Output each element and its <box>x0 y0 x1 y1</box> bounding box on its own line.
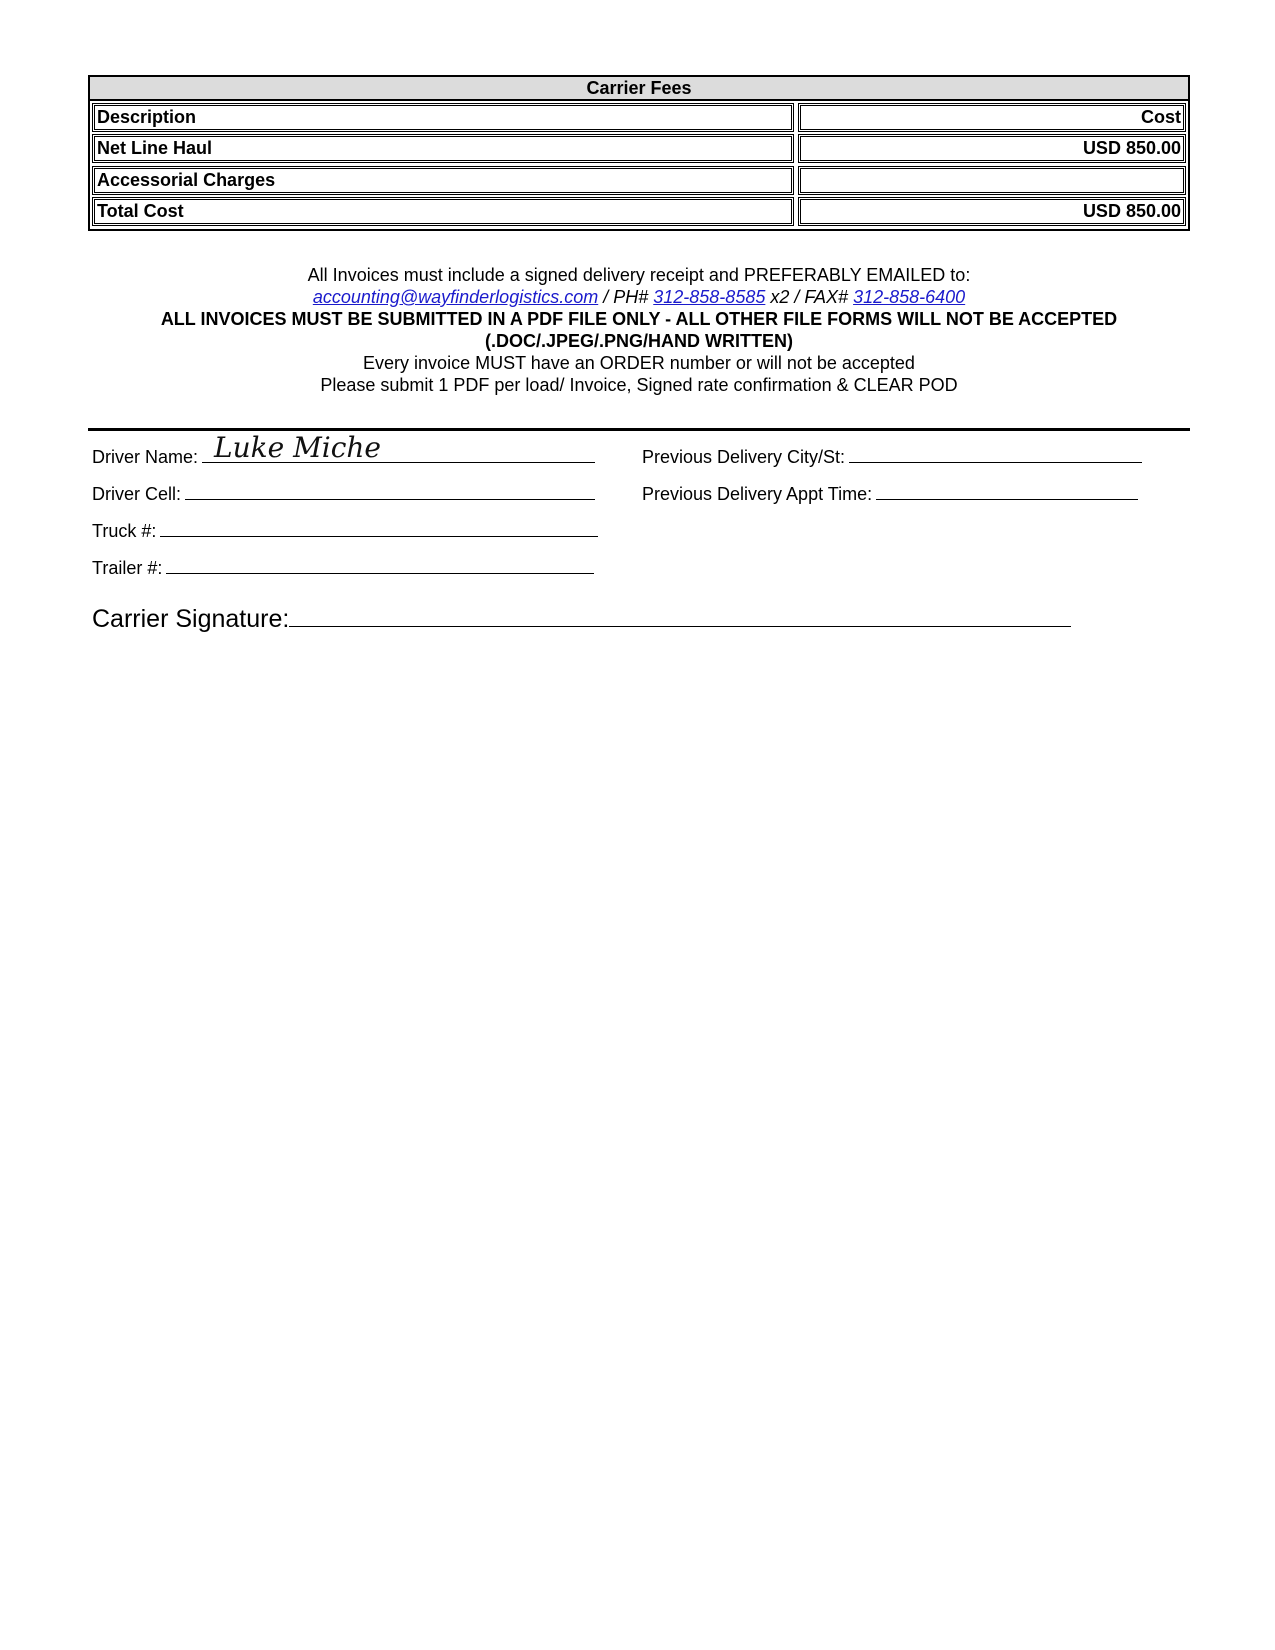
carrier-signature-label: Carrier Signature: <box>92 605 290 633</box>
phone-label: / PH# <box>598 287 654 307</box>
previous-delivery-appt-line[interactable] <box>876 483 1138 500</box>
carrier-fees-title: Carrier Fees <box>90 77 1188 101</box>
handwritten-name-text: Luke Miche <box>214 432 381 464</box>
file-formats-notice: (.DOC/.JPEG/.PNG/HAND WRITTEN) <box>484 331 793 351</box>
driver-name-label: Driver Name: <box>92 447 199 467</box>
section-divider <box>88 428 1190 431</box>
pdf-only-notice: ALL INVOICES MUST BE SUBMITTED IN A PDF FILE ONLY - ALL OTHER FILE FORMS WILL NOT BE ACCEPTED <box>160 309 1118 329</box>
carrier-signature-line[interactable] <box>289 602 1071 627</box>
net-line-haul-cost: USD 850.00 <box>798 134 1186 163</box>
accessorial-charges-cost <box>798 166 1186 195</box>
previous-delivery-city-field[interactable] <box>642 446 1142 468</box>
accounting-email-link[interactable]: accounting@wayfinderlogistics.com <box>312 287 599 307</box>
accessorial-charges-label: Accessorial Charges <box>92 166 794 195</box>
trailer-label: Trailer #: <box>92 558 163 578</box>
accessorial-charges-row <box>92 166 1186 197</box>
previous-delivery-city-line[interactable] <box>849 446 1142 463</box>
notice-line-1: All Invoices must include a signed delivery receipt and PREFERABLY EMAILED to: <box>307 265 971 285</box>
cost-header: Cost <box>798 103 1186 132</box>
driver-name-handwriting <box>212 432 412 468</box>
previous-delivery-appt-field[interactable] <box>642 483 1138 505</box>
fax-link[interactable]: 312-858-6400 <box>853 287 966 307</box>
contact-line <box>88 286 1190 308</box>
order-number-notice: Every invoice MUST have an ORDER number or will not be accepted <box>363 353 915 373</box>
truck-field[interactable] <box>92 520 598 542</box>
submit-notice: Please submit 1 PDF per load/ Invoice, Signed rate confirmation & CLEAR POD <box>320 375 958 395</box>
truck-line[interactable] <box>160 520 598 537</box>
net-line-haul-row <box>92 134 1186 165</box>
fees-header-row <box>92 103 1186 134</box>
driver-cell-label: Driver Cell: <box>92 484 182 504</box>
trailer-line[interactable] <box>166 557 594 574</box>
carrier-fees-table <box>88 75 1190 231</box>
previous-delivery-city-label: Previous Delivery City/St: <box>642 447 846 467</box>
total-cost-row <box>92 197 1186 228</box>
trailer-field[interactable] <box>92 557 594 579</box>
total-cost-value: USD 850.00 <box>798 197 1186 226</box>
previous-delivery-appt-label: Previous Delivery Appt Time: <box>642 484 873 504</box>
ext-fax-label: x2 / FAX# <box>765 287 854 307</box>
net-line-haul-label: Net Line Haul <box>92 134 794 163</box>
phone-link[interactable]: 312-858-8585 <box>653 287 766 307</box>
truck-label: Truck #: <box>92 521 157 541</box>
total-cost-label: Total Cost <box>92 197 794 226</box>
driver-cell-field[interactable] <box>92 483 595 505</box>
carrier-signature-field[interactable] <box>92 602 1071 634</box>
description-header: Description <box>92 103 794 132</box>
driver-cell-line[interactable] <box>185 483 595 500</box>
